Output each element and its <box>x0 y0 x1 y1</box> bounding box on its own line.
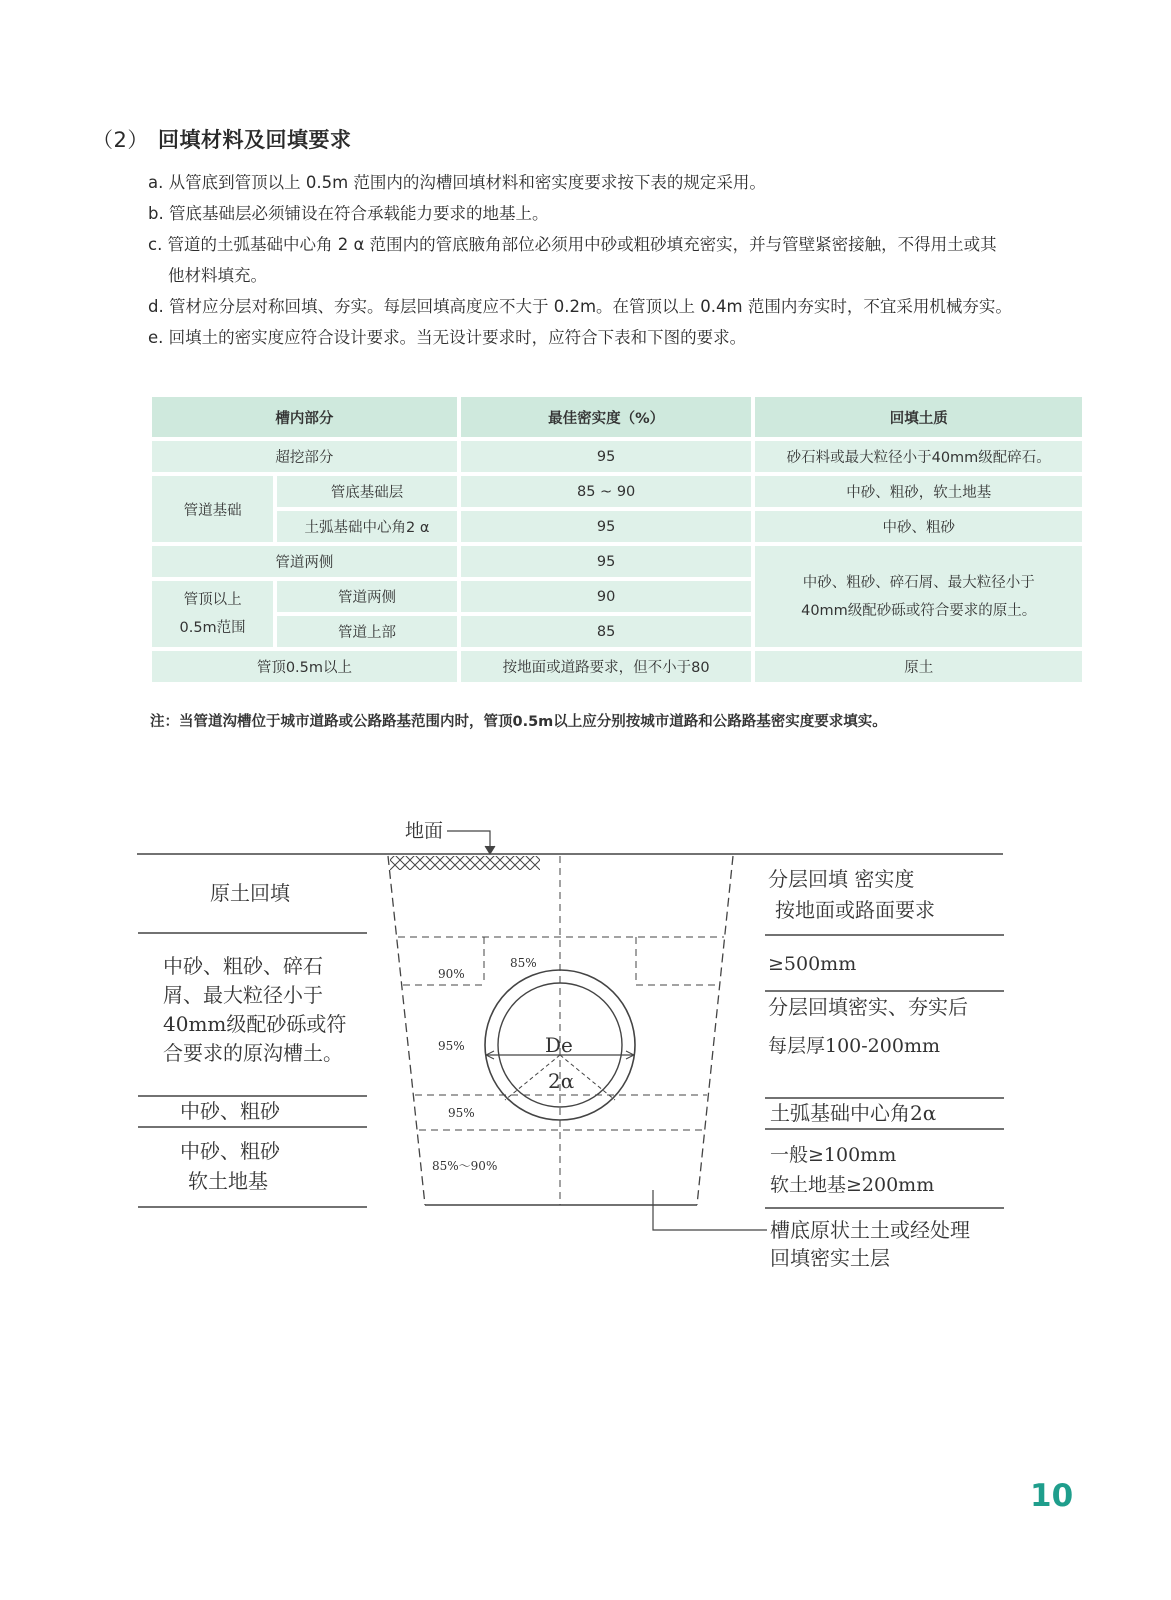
requirement-d: d. 管材应分层对称回填、夯实。每层回填高度应不大于 0.2m。在管顶以上 0.4m 范围内夯实时，不宜采用机械夯实。 <box>148 297 1012 316</box>
requirements-list <box>148 167 1088 353</box>
trench-wall-right <box>697 856 733 1205</box>
trench-wall-left <box>388 856 425 1205</box>
left-label-2a: 中砂、粗砂、碎石 <box>163 954 323 978</box>
bottom-leader <box>653 1190 767 1230</box>
left-label-2d: 合要求的原沟槽土。 <box>163 1041 343 1065</box>
soil-merged-line2: 40mm级配砂砾或符合要求的原土。 <box>801 602 1037 619</box>
pct-90: 90% <box>438 967 465 981</box>
backfill-density-table <box>148 393 1086 686</box>
right-label-arc-angle: 土弧基础中心角2α <box>770 1101 937 1125</box>
pct-85-90: 85%～90% <box>432 1159 498 1173</box>
group2-line1: 管顶以上 <box>183 592 242 608</box>
cell-soil: 原土 <box>755 651 1082 682</box>
pct-85: 85% <box>510 956 537 970</box>
section-title: 回填材料及回填要求 <box>158 128 352 152</box>
right-label-1a: 分层回填 密实度 <box>768 867 915 891</box>
left-label-sand: 中砂、粗砂 <box>180 1099 280 1123</box>
cell-density: 95 <box>461 546 752 577</box>
cell-density: 85 <box>461 616 752 647</box>
trench-section-diagram <box>0 810 1171 1290</box>
requirement-c: c. 管道的土弧基础中心角 2 α 范围内的管底腋角部位必须用中砂或粗砂填充密实，并与管壁紧密接触，不得用土或其 <box>148 235 997 254</box>
right-label-3b: 每层厚100-200mm <box>768 1035 940 1057</box>
left-label-sand-2: 中砂、粗砂 <box>180 1139 280 1163</box>
angle-label: 2α <box>548 1069 575 1093</box>
cell-soil-merged <box>755 546 1082 647</box>
cell-part: 管顶0.5m以上 <box>152 651 457 682</box>
left-label-2b: 屑、最大粒径小于 <box>163 983 323 1007</box>
header-density: 最佳密实度（%） <box>461 397 752 437</box>
cell-soil: 砂石料或最大粒径小于40mm级配碎石。 <box>755 441 1082 472</box>
cell-part: 土弧基础中心角2 α <box>277 511 457 542</box>
group2-line2: 0.5m范围 <box>179 620 246 636</box>
table-row <box>152 651 1082 682</box>
cell-part: 管道两侧 <box>277 581 457 612</box>
header-soil: 回填土质 <box>755 397 1082 437</box>
soil-merged-line1: 中砂、粗砂、碎石屑、最大粒径小于 <box>802 574 1035 591</box>
cell-part: 管底基础层 <box>277 476 457 507</box>
cell-density: 按地面或道路要求，但不小于80 <box>461 651 752 682</box>
right-label-6a: 槽底原状土土或经处理 <box>770 1218 970 1242</box>
cell-density: 95 <box>461 441 752 472</box>
ground-label: 地面 <box>405 820 444 842</box>
cell-soil: 中砂、粗砂 <box>755 511 1082 542</box>
table-header-row <box>152 397 1082 437</box>
right-label-500mm: ≥500mm <box>768 953 857 975</box>
table-row <box>152 546 1082 577</box>
cell-density: 85 ~ 90 <box>461 476 752 507</box>
left-label-soft-soil: 软土地基 <box>188 1169 268 1193</box>
left-label-native-soil: 原土回填 <box>210 881 290 905</box>
pct-95-side: 95% <box>438 1039 465 1053</box>
table-row <box>152 476 1082 507</box>
page-number: 10 <box>1030 1478 1074 1514</box>
section-number: （2） <box>92 128 149 152</box>
pct-95-haunch: 95% <box>448 1106 475 1120</box>
cell-density: 90 <box>461 581 752 612</box>
section-heading <box>92 124 352 154</box>
right-label-3a: 分层回填密实、夯实后 <box>768 995 968 1019</box>
right-label-1b: 按地面或路面要求 <box>775 898 935 922</box>
pipe-diameter-label: De <box>545 1033 573 1057</box>
requirement-b: b. 管底基础层必须铺设在符合承载能力要求的地基上。 <box>148 204 549 223</box>
table-note: 注：当管道沟槽位于城市道路或公路路基范围内时，管顶0.5m以上应分别按城市道路和公路路基密实度要求填实。 <box>150 714 887 730</box>
requirement-c-continued: 他材料填充。 <box>168 266 267 285</box>
requirement-a: a. 从管底到管顶以上 0.5m 范围内的沟槽回填材料和密实度要求按下表的规定采用。 <box>148 173 766 192</box>
right-label-6b: 回填密实土层 <box>770 1246 890 1270</box>
ground-hatch <box>390 856 540 870</box>
cell-density: 95 <box>461 511 752 542</box>
cell-part: 管道上部 <box>277 616 457 647</box>
table-row <box>152 441 1082 472</box>
arrow-down-icon <box>485 846 495 854</box>
cell-soil: 中砂、粗砂，软土地基 <box>755 476 1082 507</box>
cell-part: 超挖部分 <box>152 441 457 472</box>
header-trench-part: 槽内部分 <box>152 397 457 437</box>
table-row <box>152 511 1082 542</box>
cell-group-pipe-foundation: 管道基础 <box>152 476 273 542</box>
cell-group-above-pipe <box>152 581 273 647</box>
requirement-e: e. 回填土的密实度应符合设计要求。当无设计要求时，应符合下表和下图的要求。 <box>148 328 747 347</box>
ground-leader <box>447 831 490 850</box>
right-label-5b: 软土地基≥200mm <box>770 1174 935 1196</box>
right-label-5a: 一般≥100mm <box>770 1144 897 1166</box>
left-label-2c: 40mm级配砂砾或符 <box>163 1012 347 1036</box>
cell-part: 管道两侧 <box>152 546 457 577</box>
